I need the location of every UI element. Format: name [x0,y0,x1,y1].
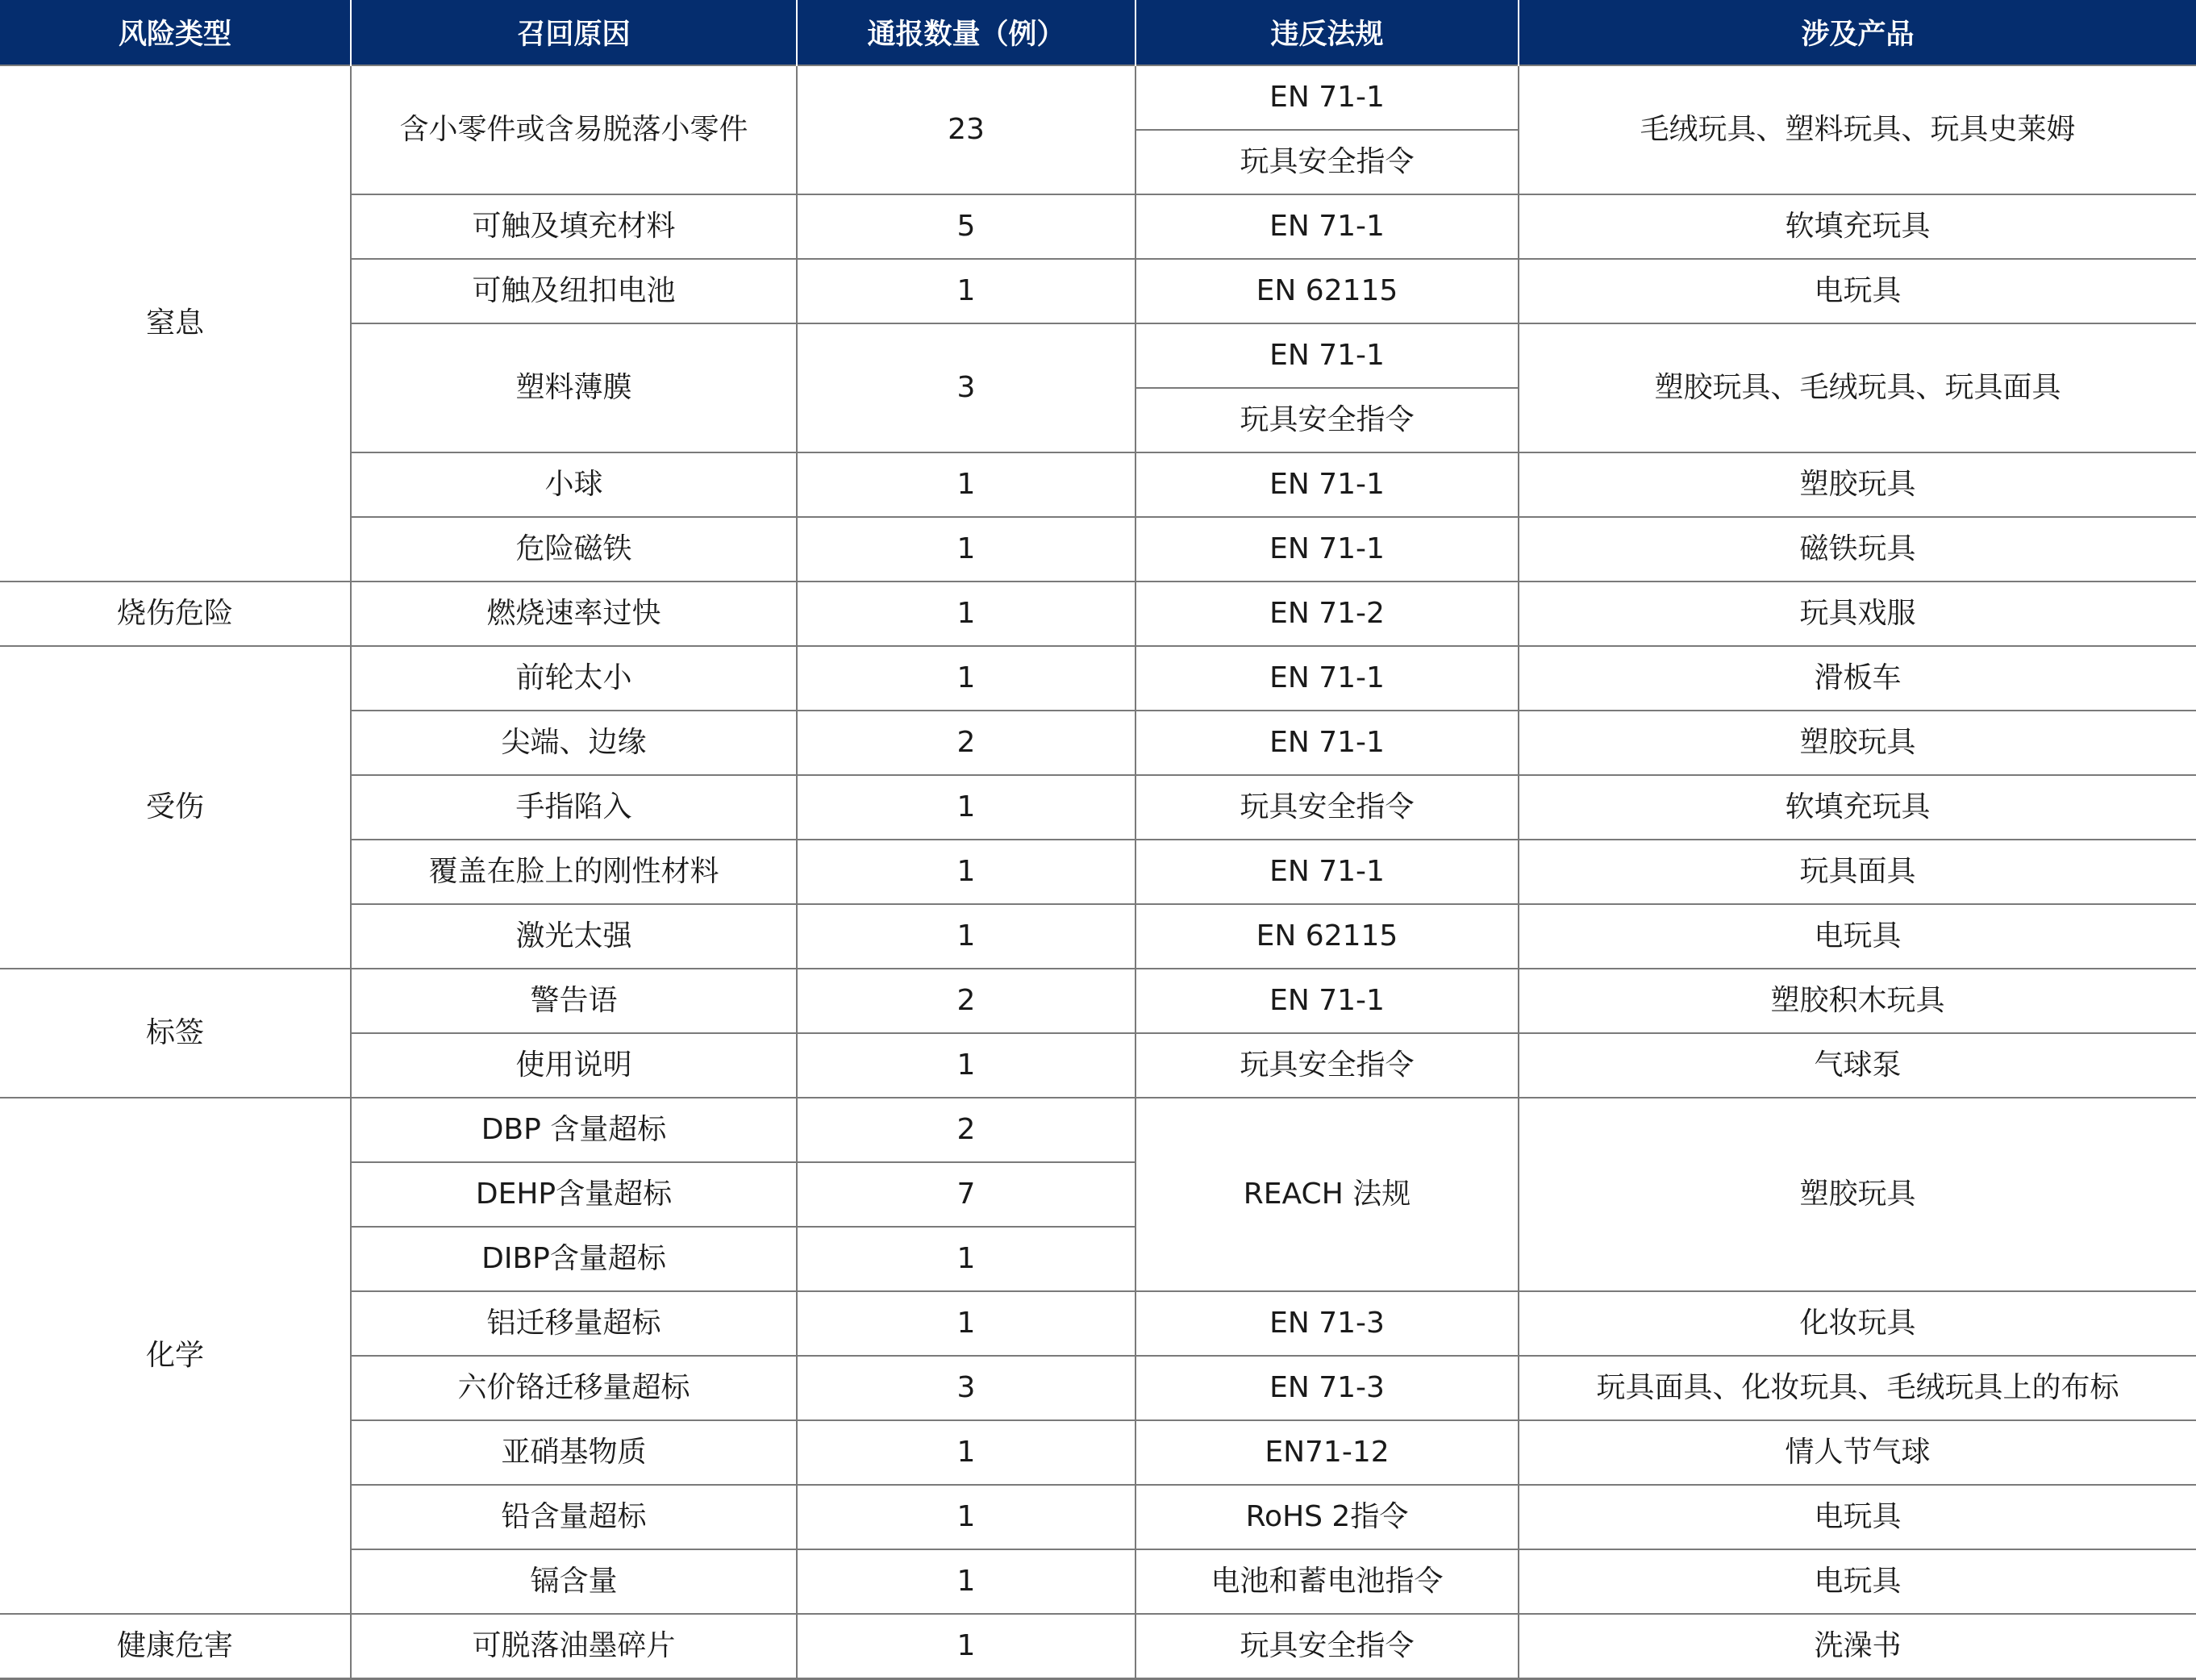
regulation-cell: EN 71-1 [1136,194,1519,259]
products-cell: 磁铁玩具 [1519,517,2196,582]
products-cell: 塑胶玩具、毛绒玩具、玩具面具 [1519,323,2196,452]
regulation-cell: EN 71-3 [1136,1291,1519,1356]
table-row [0,969,2196,1033]
count-cell: 5 [797,194,1136,259]
count-cell: 1 [797,1227,1136,1291]
reason-cell: 覆盖在脸上的刚性材料 [351,840,797,904]
reason-cell: 危险磁铁 [351,517,797,582]
reason-cell: 铝迁移量超标 [351,1291,797,1356]
count-cell: 1 [797,1549,1136,1614]
count-cell: 2 [797,711,1136,775]
regulation-cell: EN 71-1 [1136,711,1519,775]
regulation-cell: EN 71-2 [1136,582,1519,646]
regulation-cell: 电池和蓄电池指令 [1136,1549,1519,1614]
reason-cell: 六价铬迁移量超标 [351,1356,797,1420]
regulation-cell: 玩具安全指令 [1136,130,1519,194]
risk-type-cell: 标签 [0,969,351,1098]
products-cell: 玩具面具 [1519,840,2196,904]
risk-type-cell: 受伤 [0,646,351,969]
count-cell: 1 [797,1485,1136,1549]
count-cell: 1 [797,582,1136,646]
products-cell: 玩具面具、化妆玩具、毛绒玩具上的布标 [1519,1356,2196,1420]
reason-cell: 铅含量超标 [351,1485,797,1549]
regulation-cell: 玩具安全指令 [1136,1033,1519,1098]
header-recall-reason: 召回原因 [351,0,797,65]
regulation-cell: EN 71-3 [1136,1356,1519,1420]
risk-type-cell: 健康危害 [0,1614,351,1679]
reason-cell: 燃烧速率过快 [351,582,797,646]
reason-cell: 可脱落油墨碎片 [351,1614,797,1679]
count-cell: 1 [797,452,1136,517]
risk-type-cell: 化学 [0,1098,351,1614]
table-row [0,582,2196,646]
header-row [0,0,2196,65]
reason-cell: 小球 [351,452,797,517]
products-cell: 气球泵 [1519,1033,2196,1098]
regulation-cell: REACH 法规 [1136,1098,1519,1291]
header-regulation: 违反法规 [1136,0,1519,65]
count-cell: 23 [797,65,1136,194]
products-cell: 软填充玩具 [1519,775,2196,840]
products-cell: 化妆玩具 [1519,1291,2196,1356]
regulation-cell: EN 71-1 [1136,65,1519,130]
products-cell: 电玩具 [1519,259,2196,323]
products-cell: 电玩具 [1519,904,2196,969]
regulation-cell: EN 71-1 [1136,517,1519,582]
regulation-cell: EN 71-1 [1136,969,1519,1033]
table-row [0,646,2196,711]
regulation-cell: RoHS 2指令 [1136,1485,1519,1549]
reason-cell: 含小零件或含易脱落小零件 [351,65,797,194]
reason-cell: DEHP含量超标 [351,1162,797,1227]
regulation-cell: EN 71-1 [1136,840,1519,904]
reason-cell: 前轮太小 [351,646,797,711]
products-cell: 塑胶玩具 [1519,452,2196,517]
header-report-count: 通报数量（例） [797,0,1136,65]
products-cell: 电玩具 [1519,1549,2196,1614]
reason-cell: 亚硝基物质 [351,1420,797,1485]
reason-cell: 镉含量 [351,1549,797,1614]
reason-cell: 使用说明 [351,1033,797,1098]
products-cell: 软填充玩具 [1519,194,2196,259]
header-products: 涉及产品 [1519,0,2196,65]
count-cell: 2 [797,969,1136,1033]
reason-cell: 塑料薄膜 [351,323,797,452]
products-cell: 电玩具 [1519,1485,2196,1549]
count-cell: 1 [797,1033,1136,1098]
reason-cell: DIBP含量超标 [351,1227,797,1291]
count-cell: 1 [797,1614,1136,1679]
products-cell: 塑胶积木玩具 [1519,969,2196,1033]
count-cell: 1 [797,904,1136,969]
reason-cell: 手指陷入 [351,775,797,840]
count-cell: 3 [797,1356,1136,1420]
regulation-cell: EN 71-1 [1136,323,1519,388]
regulation-cell: EN 62115 [1136,259,1519,323]
regulation-cell: EN 71-1 [1136,452,1519,517]
table-row [0,65,2196,130]
regulation-cell: EN 71-1 [1136,646,1519,711]
count-cell: 1 [797,775,1136,840]
products-cell: 滑板车 [1519,646,2196,711]
count-cell: 1 [797,259,1136,323]
table-row [0,1098,2196,1162]
reason-cell: 激光太强 [351,904,797,969]
regulation-cell: 玩具安全指令 [1136,775,1519,840]
count-cell: 1 [797,517,1136,582]
products-cell: 情人节气球 [1519,1420,2196,1485]
regulation-cell: 玩具安全指令 [1136,388,1519,452]
risk-type-cell: 烧伤危险 [0,582,351,646]
count-cell: 1 [797,646,1136,711]
count-cell: 3 [797,323,1136,452]
products-cell: 塑胶玩具 [1519,1098,2196,1291]
count-cell: 1 [797,1420,1136,1485]
products-cell: 洗澡书 [1519,1614,2196,1679]
count-cell: 1 [797,1291,1136,1356]
regulation-cell: 玩具安全指令 [1136,1614,1519,1679]
regulation-cell: EN71-12 [1136,1420,1519,1485]
risk-type-cell: 窒息 [0,65,351,582]
products-cell: 玩具戏服 [1519,582,2196,646]
reason-cell: 尖端、边缘 [351,711,797,775]
reason-cell: 可触及纽扣电池 [351,259,797,323]
count-cell: 2 [797,1098,1136,1162]
products-cell: 塑胶玩具 [1519,711,2196,775]
reason-cell: 警告语 [351,969,797,1033]
table-row [0,1614,2196,1679]
reason-cell: 可触及填充材料 [351,194,797,259]
products-cell: 毛绒玩具、塑料玩具、玩具史莱姆 [1519,65,2196,194]
count-cell: 1 [797,840,1136,904]
reason-cell: DBP 含量超标 [351,1098,797,1162]
regulation-cell: EN 62115 [1136,904,1519,969]
header-risk-type: 风险类型 [0,0,351,65]
count-cell: 7 [797,1162,1136,1227]
